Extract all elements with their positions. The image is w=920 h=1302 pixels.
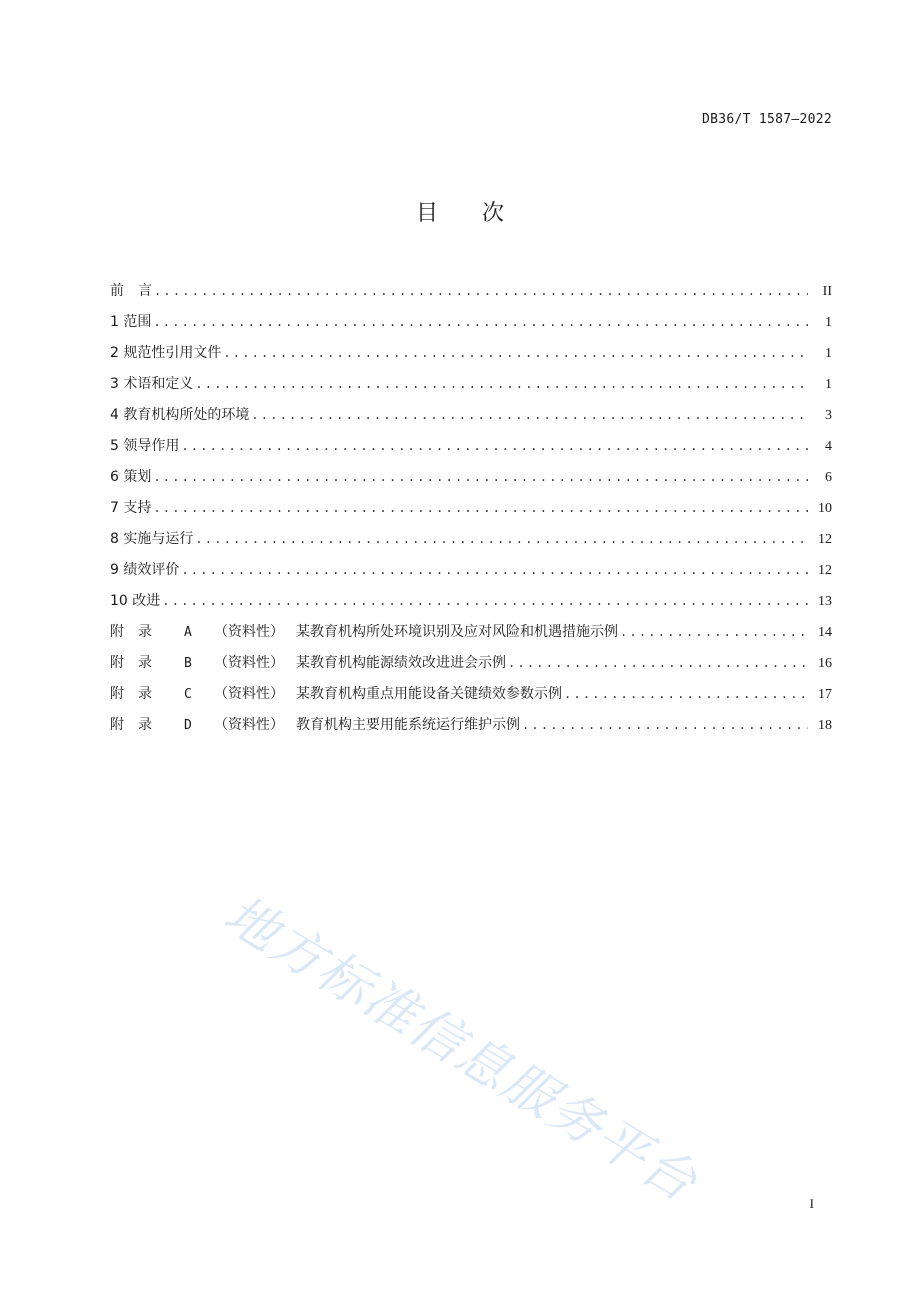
- toc-entry-label: 10 改进: [110, 593, 161, 609]
- toc-entry-appendix-a[interactable]: [110, 621, 832, 652]
- dot-leader: [522, 714, 808, 736]
- appendix-word: 附 录: [110, 624, 152, 640]
- toc-entry-page: II: [822, 284, 832, 299]
- toc-entry-page: 6: [825, 470, 832, 485]
- watermark: 地方标准信息服务平台: [213, 884, 708, 1215]
- dot-leader: [564, 683, 808, 705]
- toc-entry-label: 1 范围: [110, 314, 152, 330]
- appendix-label: [110, 621, 618, 644]
- dot-leader: [153, 466, 808, 488]
- appendix-letter: C: [184, 687, 192, 702]
- toc-entry-page: 4: [825, 439, 832, 454]
- appendix-word: 附 录: [110, 717, 152, 733]
- toc-entry-label: 2 规范性引用文件: [110, 345, 222, 361]
- appendix-letter: B: [184, 656, 192, 671]
- toc-entry-7[interactable]: [110, 497, 832, 528]
- appendix-label: [110, 683, 562, 706]
- appendix-letter: A: [184, 625, 192, 640]
- toc-entry-4[interactable]: [110, 404, 832, 435]
- toc-entry-label: 前 言: [110, 283, 152, 299]
- toc-entry-1[interactable]: [110, 311, 832, 342]
- toc-entry-page: 17: [818, 687, 832, 702]
- toc-entry-6[interactable]: [110, 466, 832, 497]
- appendix-title: 教育机构主要用能系统运行维护示例: [296, 717, 520, 733]
- dot-leader: [195, 373, 808, 395]
- toc-entry-label: 5 领导作用: [110, 438, 180, 454]
- toc-entry-page: 16: [818, 656, 832, 671]
- toc-entry-page: 1: [825, 377, 832, 392]
- dot-leader: [223, 342, 808, 364]
- dot-leader: [620, 621, 808, 643]
- toc-entry-appendix-d[interactable]: [110, 714, 832, 745]
- page-title: 目 次: [415, 201, 504, 226]
- appendix-kind: （资料性）: [214, 717, 284, 733]
- toc-entry-label: 7 支持: [110, 500, 152, 516]
- table-of-contents: [110, 280, 832, 745]
- toc-entry-2[interactable]: [110, 342, 832, 373]
- dot-leader: [154, 280, 808, 302]
- appendix-title: 某教育机构重点用能设备关键绩效参数示例: [296, 686, 562, 702]
- dot-leader: [162, 590, 808, 612]
- appendix-label: [110, 714, 520, 737]
- toc-entry-page: 12: [818, 563, 832, 578]
- toc-entry-label: 9 绩效评价: [110, 562, 180, 578]
- page-number: I: [809, 1196, 814, 1211]
- toc-entry-page: 18: [818, 718, 832, 733]
- appendix-kind: （资料性）: [214, 686, 284, 702]
- toc-entry-label: 8 实施与运行: [110, 531, 194, 547]
- toc-entry-page: 1: [825, 315, 832, 330]
- appendix-label: [110, 652, 506, 675]
- toc-entry-10[interactable]: [110, 590, 832, 621]
- dot-leader: [251, 404, 808, 426]
- toc-entry-5[interactable]: [110, 435, 832, 466]
- toc-entry-page: 1: [825, 346, 832, 361]
- appendix-title: 某教育机构能源绩效改进进会示例: [296, 655, 506, 671]
- dot-leader: [153, 311, 808, 333]
- appendix-letter: D: [184, 718, 192, 733]
- toc-entry-label: 6 策划: [110, 469, 152, 485]
- toc-entry-page: 10: [818, 501, 832, 516]
- toc-entry-page: 14: [818, 625, 832, 640]
- appendix-kind: （资料性）: [214, 655, 284, 671]
- toc-entry-page: 12: [818, 532, 832, 547]
- toc-entry-9[interactable]: [110, 559, 832, 590]
- standard-code: DB36/T 1587—2022: [701, 112, 832, 127]
- toc-entry-8[interactable]: [110, 528, 832, 559]
- appendix-kind: （资料性）: [214, 624, 284, 640]
- dot-leader: [508, 652, 808, 674]
- dot-leader: [181, 559, 808, 581]
- toc-entry-page: 3: [825, 408, 832, 423]
- dot-leader: [195, 528, 808, 550]
- toc-entry-appendix-c[interactable]: [110, 683, 832, 714]
- appendix-word: 附 录: [110, 686, 152, 702]
- appendix-word: 附 录: [110, 655, 152, 671]
- dot-leader: [153, 497, 808, 519]
- dot-leader: [181, 435, 808, 457]
- toc-entry-page: 13: [818, 594, 832, 609]
- appendix-title: 某教育机构所处环境识别及应对风险和机遇措施示例: [296, 624, 618, 640]
- toc-entry-appendix-b[interactable]: [110, 652, 832, 683]
- toc-entry-preface[interactable]: [110, 280, 832, 311]
- toc-entry-label: 3 术语和定义: [110, 376, 194, 392]
- toc-entry-3[interactable]: [110, 373, 832, 404]
- toc-entry-label: 4 教育机构所处的环境: [110, 407, 250, 423]
